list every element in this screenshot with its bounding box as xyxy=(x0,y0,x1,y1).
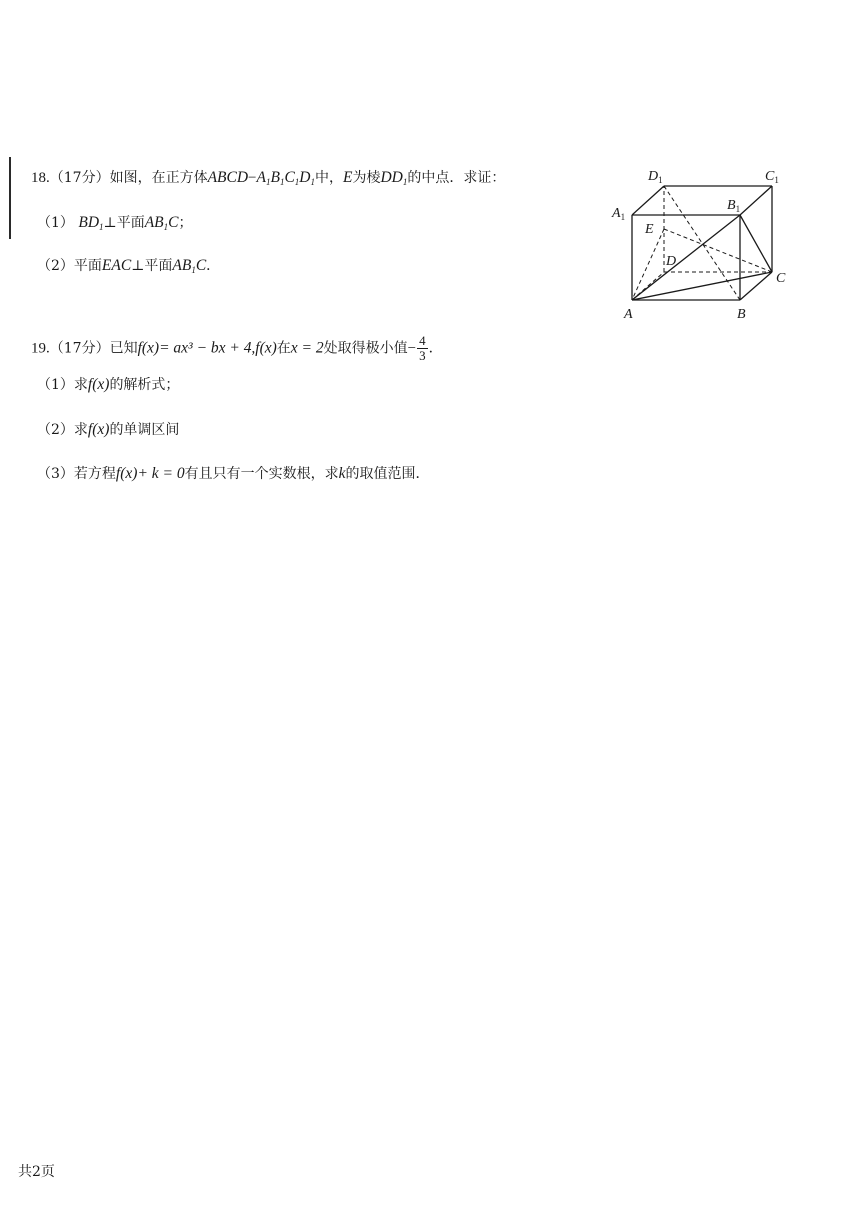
q18-title xyxy=(31,168,505,192)
label-d: D xyxy=(666,254,677,269)
label-c: C xyxy=(776,271,786,286)
q18-part-1 xyxy=(37,213,193,237)
q18-point-e: E xyxy=(343,169,353,186)
q18-part-2-rhs: $AB_1C$ xyxy=(172,257,207,275)
label-a1: $A_1$ xyxy=(612,206,626,222)
q19-cond: 在 xyxy=(276,340,291,357)
margin-mark xyxy=(9,157,11,239)
q19-part-3-k: k xyxy=(338,465,346,482)
edge-d1-a1 xyxy=(632,186,664,215)
q19-end: ． xyxy=(428,340,443,357)
q19-part-2-tail: 的单调区间 xyxy=(109,422,180,438)
q19-frac-den: 3 xyxy=(419,348,426,363)
q19-part-1-tail: 的解析式； xyxy=(109,377,180,393)
hidden-e-c xyxy=(664,229,772,272)
q19-part-3 xyxy=(37,464,430,484)
q19-part-1 xyxy=(37,375,179,395)
q18-intro: 如图，在正方体 xyxy=(109,170,208,186)
diag-b1-c xyxy=(740,215,772,272)
q19-number: 19. xyxy=(31,340,50,357)
label-b1: $B_1$ xyxy=(727,198,741,214)
q19-part-3-label: （3） xyxy=(37,466,74,482)
q19-xval: x = 2 xyxy=(290,339,324,357)
q19-intro: 已知 xyxy=(109,340,138,357)
q19-comma: , xyxy=(251,340,256,357)
q18-edge: $DD_1$ xyxy=(380,169,408,187)
q19-fx: f(x) xyxy=(137,339,160,357)
q19-part-1-text: 求 xyxy=(73,377,88,393)
q19-part-3-tail: 有且只有一个实数根，求 xyxy=(184,466,339,482)
q19-part-3-mid: + k = 0 xyxy=(137,465,185,482)
label-b: B xyxy=(737,307,746,322)
q18-score: （17分） xyxy=(49,170,110,186)
q18-part-2-label: （2） xyxy=(37,258,74,274)
q18-part-2 xyxy=(37,256,220,280)
q19-eq: = ax³ − bx + 4 xyxy=(159,339,252,357)
hidden-e-a xyxy=(632,229,664,300)
q18-cube-name: ABCD xyxy=(207,169,249,186)
q19-part-1-fx: f(x) xyxy=(87,376,110,393)
q19-fraction xyxy=(417,334,428,363)
q18-dash: − xyxy=(248,170,257,186)
label-d1: $D_1$ xyxy=(648,169,663,185)
q19-frac-num: 4 xyxy=(419,333,426,348)
diag-a-c xyxy=(632,272,772,300)
q19-part-3-fx: f(x) xyxy=(115,465,138,482)
q19-fx-2: f(x) xyxy=(255,339,277,357)
edge-b1-c1 xyxy=(740,186,772,215)
q18-text-mid: 的中点．求证： xyxy=(407,170,506,186)
q19-part-1-label: （1） xyxy=(37,377,74,393)
label-c1: $C_1$ xyxy=(765,169,779,185)
q18-top-face: $A_1B_1C_1D_1$ xyxy=(256,169,315,187)
cube-figure xyxy=(600,160,800,325)
q18-part-1-lhs: $BD_1$ xyxy=(78,214,104,232)
label-a: A xyxy=(624,307,633,322)
q18-part-1-rel: ⊥平面 xyxy=(103,215,145,231)
q18-part-1-label: （1） xyxy=(37,215,74,231)
q19-part-3-text: 若方程 xyxy=(73,466,116,482)
q19-part-2 xyxy=(37,420,179,440)
q18-part-2-rel: ⊥平面 xyxy=(131,258,173,274)
q19-part-3-tail2: 的取值范围． xyxy=(345,466,430,482)
q19-part-2-text: 求 xyxy=(73,422,88,438)
q19-cond2: 处取得极小值 xyxy=(323,340,408,357)
q18-part-2-lhs: EAC xyxy=(101,257,132,274)
q19-part-2-fx: f(x) xyxy=(87,421,110,438)
q19-score: （17分） xyxy=(49,340,110,357)
label-e: E xyxy=(645,222,654,237)
q18-part-1-rhs: $AB_1C$ xyxy=(144,214,179,232)
q18-part-1-end: ； xyxy=(178,215,193,231)
q19-title xyxy=(31,334,443,363)
q18-text-for-edge: 为棱 xyxy=(352,170,381,186)
q18-part-2-pre: 平面 xyxy=(73,258,102,274)
q18-part-2-end: ． xyxy=(206,258,221,274)
q18-text-in: 中， xyxy=(315,170,343,186)
footer-text: 共2页 xyxy=(18,1164,55,1180)
page-footer xyxy=(18,1161,55,1181)
q19-minus: − xyxy=(407,340,417,357)
edge-b-c xyxy=(740,272,772,300)
q18-number: 18. xyxy=(31,170,50,186)
q19-part-2-label: （2） xyxy=(37,422,74,438)
